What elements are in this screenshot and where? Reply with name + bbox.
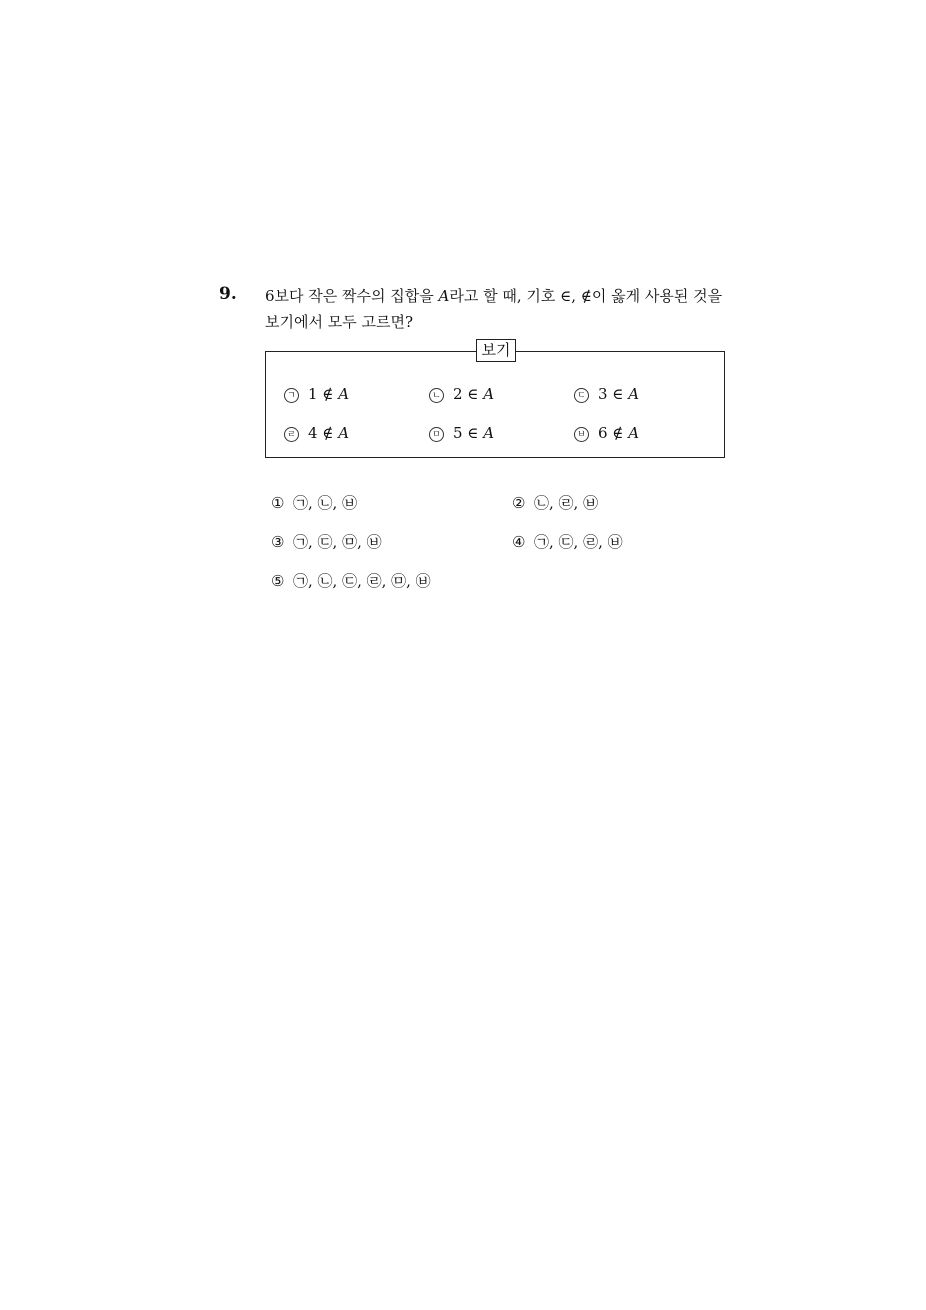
answer-choice-4[interactable] <box>512 531 623 552</box>
example-var: A <box>483 385 495 403</box>
choice-text: ㉡, ㉣, ㉥ <box>534 494 599 512</box>
example-var: A <box>628 424 640 442</box>
example-var: A <box>338 385 350 403</box>
choice-text: ㉠, ㉡, ㉥ <box>293 494 358 512</box>
example-var: A <box>338 424 350 442</box>
marker-circled-digeut: ㄷ <box>574 388 589 403</box>
choice-number: ⑤ <box>271 572 285 590</box>
example-item-3 <box>574 385 639 403</box>
example-var: A <box>628 385 640 403</box>
choice-text: ㉠, ㉡, ㉢, ㉣, ㉤, ㉥ <box>293 572 431 590</box>
example-expr: 6 ∉ <box>598 424 629 442</box>
question-stem-line-1 <box>265 285 722 306</box>
example-expr: 2 ∈ <box>453 385 484 403</box>
marker-circled-giyeok: ㄱ <box>284 388 299 403</box>
answer-choice-5[interactable] <box>271 570 431 591</box>
example-item-4 <box>284 424 349 442</box>
choice-number: ③ <box>271 533 285 551</box>
marker-circled-nieun: ㄴ <box>429 388 444 403</box>
example-expr: 1 ∉ <box>308 385 339 403</box>
marker-circled-rieul: ㄹ <box>284 427 299 442</box>
example-item-5 <box>429 424 494 442</box>
choice-number: ② <box>512 494 526 512</box>
stem-text-post: 라고 할 때, 기호 ∈, ∉이 옳게 사용된 것을 <box>449 287 723 305</box>
marker-circled-mieum: ㅁ <box>429 427 444 442</box>
question-number: 9. <box>219 284 237 304</box>
example-expr: 3 ∈ <box>598 385 629 403</box>
set-variable: A <box>438 287 450 305</box>
example-expr: 5 ∈ <box>453 424 484 442</box>
answer-choice-1[interactable] <box>271 492 357 513</box>
example-item-2 <box>429 385 494 403</box>
marker-circled-bieup: ㅂ <box>574 427 589 442</box>
choice-number: ① <box>271 494 285 512</box>
answer-choice-2[interactable] <box>512 492 598 513</box>
choice-number: ④ <box>512 533 526 551</box>
example-expr: 4 ∉ <box>308 424 339 442</box>
stem-text-pre: 6보다 작은 짝수의 집합을 <box>265 287 439 305</box>
example-item-1 <box>284 385 349 403</box>
choice-text: ㉠, ㉢, ㉣, ㉥ <box>534 533 623 551</box>
answer-choice-3[interactable] <box>271 531 382 552</box>
question-stem-line-2: 보기에서 모두 고르면? <box>265 313 413 331</box>
example-item-6 <box>574 424 639 442</box>
choice-text: ㉠, ㉢, ㉤, ㉥ <box>293 533 382 551</box>
example-var: A <box>483 424 495 442</box>
example-box-title: 보기 <box>476 339 516 362</box>
